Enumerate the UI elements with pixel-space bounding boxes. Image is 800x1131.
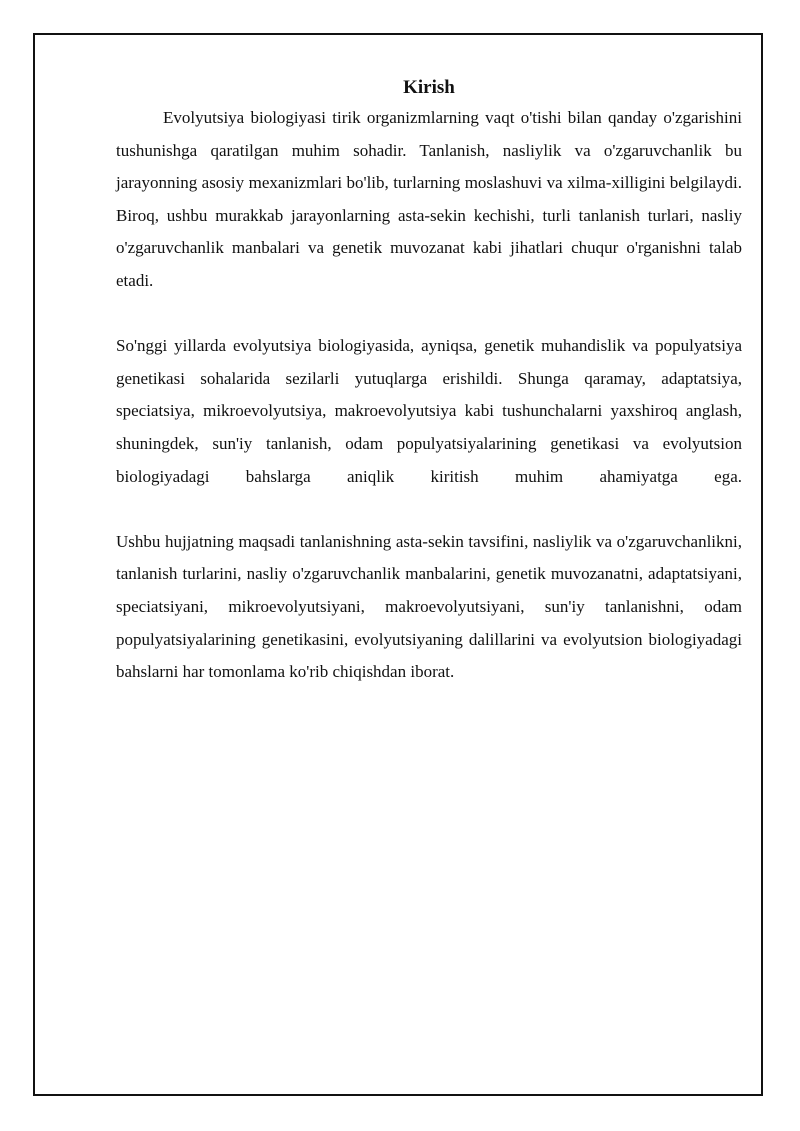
document-body (116, 74, 742, 689)
document-title: Kirish (403, 77, 455, 98)
paragraph-2: So'nggi yillarda evolyutsiya biologiyasida, ayniqsa, genetik muhandislik va populyatsiya genetikasi sohalarida sezilarli yutuqlarga erishildi. Shunga qaramay, adaptatsiya, speciatsiya, mikroevolyutsiya, makroevolyutsiya kabi tushunchalarni yaxshiroq anglash, shuningdek, sun'iy tanlanish, odam populyatsiyalarining genetikasi va evolyutsion biologiyadagi bahslarga aniqlik kiritish muhim ahamiyatga ega. (116, 336, 742, 486)
paragraph-spacer (116, 493, 742, 526)
paragraph-spacer (116, 298, 742, 331)
paragraph-3: Ushbu hujjatning maqsadi tanlanishning asta-sekin tavsifini, nasliylik va o'zgaruvchanlikni, tanlanish turlarini, nasliy o'zgaruvchanlik manbalarini, genetik muvozanatni, adaptatsiyani, speciatsiyani, mikroevolyutsiyani, makroevolyutsiyani, sun'iy tanlanishni, odam populyatsiyalarining genetikasini, evolyutsiyaning dalillarini va evolyutsion biologiyadagi bahslarni har tomonlama ko'rib chiqishdan iborat. (116, 531, 742, 682)
paragraph-1: Evolyutsiya biologiyasi tirik organizmlarning vaqt o'tishi bilan qanday o'zgarishini tushunishga qaratilgan muhim sohadir. Tanlanish, nasliylik va o'zgaruvchanlik bu jarayonning asosiy mexanizmlari bo'lib, turlarning moslashuvi va xilma-xilligini belgilaydi. Biroq, ushbu murakkab jarayonlarning asta-sekin kechishi, turli tanlanish turlari, nasliy o'zgaruvchanlik manbalari va genetik muvozanat kabi jihatlari chuqur o'rganishni talab etadi. (116, 108, 742, 290)
